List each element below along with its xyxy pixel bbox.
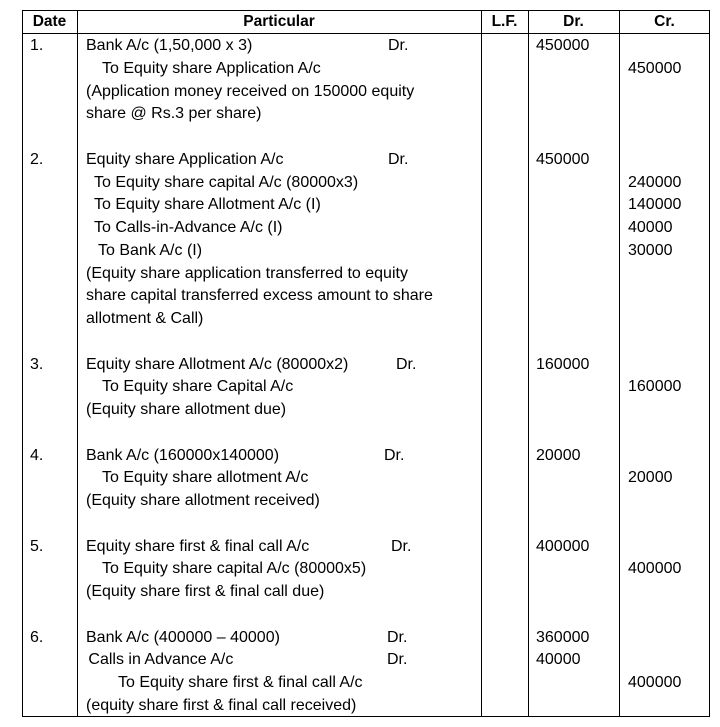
particular-line: To Equity share capital A/c (80000x5) (102, 560, 367, 578)
debit-amount: 450000 (536, 150, 590, 168)
header-cr: Cr. (654, 13, 675, 30)
debit-amount: 450000 (536, 37, 590, 54)
particular-line: share capital transferred excess amount to share (86, 287, 433, 305)
particular-line: (Equity share allotment received) (86, 492, 320, 509)
header-lf: L.F. (491, 13, 518, 30)
header-dr: Dr. (563, 13, 584, 30)
credit-amount: 140000 (628, 196, 682, 214)
header-particular: Particular (243, 13, 315, 30)
particular-line: (equity share first & final call received) (86, 696, 357, 714)
particular-line: Equity share Application A/c (86, 150, 284, 168)
debit-amount: 400000 (536, 537, 590, 555)
column-divider (481, 10, 482, 717)
particular-line: To Equity share Allotment A/c (I) (94, 196, 321, 214)
column-divider (528, 10, 529, 717)
dr-marker: Dr. (387, 628, 408, 646)
particular-line: Bank A/c (160000x140000) (86, 446, 280, 464)
credit-amount: 240000 (628, 173, 682, 191)
particular-line: (Equity share allotment due) (86, 401, 287, 418)
debit-amount: 160000 (536, 355, 590, 373)
particular-line: Bank A/c (400000 – 40000) (86, 628, 280, 646)
particular-line: share @ Rs.3 per share) (86, 105, 262, 123)
credit-amount: 40000 (628, 219, 673, 236)
entry-date: 4. (30, 446, 44, 464)
particular-line: allotment & Call) (86, 310, 204, 327)
particular-line: (Application money received on 150000 equity (86, 82, 415, 100)
particular-line: To Bank A/c (I) (98, 241, 203, 259)
dr-marker: Dr. (388, 37, 409, 54)
credit-amount: 160000 (628, 378, 682, 396)
particular-line: To Equity share allotment A/c (102, 469, 309, 487)
header-date: Date (32, 13, 67, 30)
credit-amount: 450000 (628, 59, 682, 77)
particular-line: Equity share first & final call A/c (86, 537, 310, 555)
entry-date: 5. (30, 537, 44, 555)
dr-marker: Dr. (388, 150, 409, 168)
dr-marker: Dr. (384, 446, 405, 464)
debit-amount: 20000 (536, 446, 581, 464)
credit-amount: 400000 (628, 560, 682, 578)
column-divider (77, 10, 78, 717)
debit-amount: 360000 (536, 628, 590, 646)
dr-marker: Dr. (396, 355, 417, 373)
entry-date: 2. (30, 150, 44, 168)
debit-amount: 40000 (536, 651, 581, 669)
entry-date: 3. (30, 355, 44, 373)
particular-line: Equity share Allotment A/c (80000x2) (86, 355, 349, 373)
particular-line: To Calls-in-Advance A/c (I) (94, 219, 283, 236)
dr-marker: Dr. (387, 651, 408, 669)
credit-amount: 400000 (628, 674, 682, 691)
particular-line: To Equity share Application A/c (102, 59, 321, 77)
dr-marker: Dr. (391, 537, 412, 555)
particular-line: To Equity share capital A/c (80000x3) (94, 173, 359, 191)
particular-line: Bank A/c (1,50,000 x 3) (86, 37, 253, 54)
particular-line: (Equity share application transferred to equity (86, 264, 408, 282)
particular-line: To Equity share first & final call A/c (118, 674, 363, 691)
entry-date: 6. (30, 628, 44, 646)
particular-line: Calls in Advance A/c (88, 651, 234, 669)
entry-date: 1. (30, 37, 44, 54)
credit-amount: 30000 (628, 241, 673, 259)
particular-line: To Equity share Capital A/c (102, 378, 294, 396)
column-divider (619, 10, 620, 717)
credit-amount: 20000 (628, 469, 673, 487)
particular-line: (Equity share first & final call due) (86, 583, 325, 600)
